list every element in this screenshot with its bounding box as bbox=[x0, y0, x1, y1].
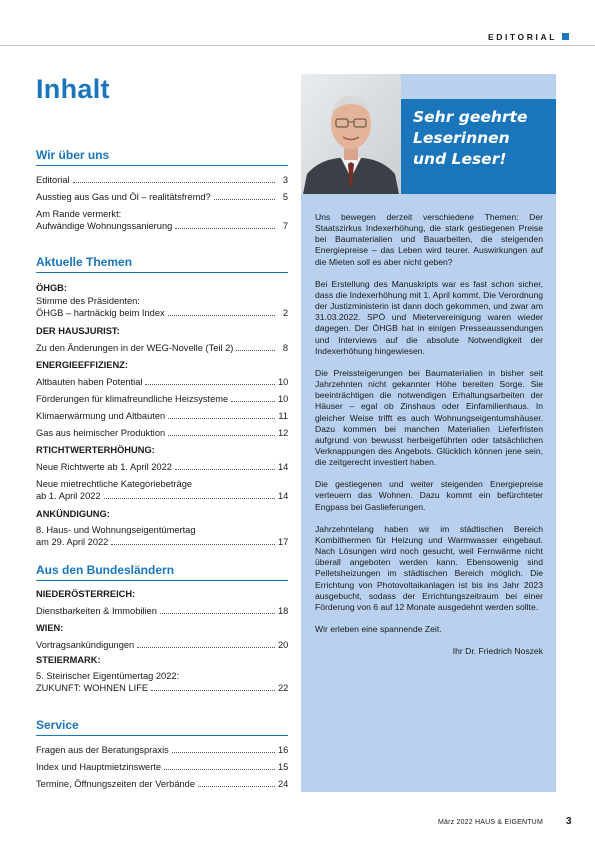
entry-text: 5. Steirischer Eigentümertag 2022: bbox=[36, 671, 180, 681]
page-title: Inhalt bbox=[36, 74, 110, 104]
toc-entry[interactable] bbox=[36, 295, 288, 319]
toc-section-title: Service bbox=[36, 718, 79, 732]
header-rule bbox=[0, 45, 595, 46]
page-number: 10 bbox=[278, 377, 289, 387]
leader-dots bbox=[231, 401, 275, 402]
entry-text: Klimaerwärmung und Altbauten bbox=[36, 411, 166, 421]
greeting-line: Sehr geehrte bbox=[413, 108, 528, 126]
page-number: 3 bbox=[282, 175, 288, 185]
entry-text: Förderungen für klimafreundliche Heizsysteme bbox=[36, 394, 229, 404]
page-number: 17 bbox=[278, 537, 289, 547]
editorial-signature: Ihr Dr. Friedrich Noszek bbox=[452, 646, 543, 657]
header-square bbox=[562, 33, 569, 40]
entry-text: Index und Hauptmietzinswerte bbox=[36, 762, 162, 772]
toc-category: ENERGIEEFFIZIENZ: bbox=[36, 360, 128, 370]
entry-text: Neue mietrechtliche Kategoriebeträge bbox=[36, 479, 193, 489]
toc-entry[interactable] bbox=[36, 427, 288, 439]
entry-text: Am Rande vermerkt: bbox=[36, 209, 122, 219]
toc-category: STEIERMARK: bbox=[36, 655, 101, 665]
entry-text: Vortragsankündigungen bbox=[36, 640, 135, 650]
entry-text: Altbauten haben Potential bbox=[36, 377, 143, 387]
toc-entry[interactable] bbox=[36, 778, 288, 790]
toc-category: ANKÜNDIGUNG: bbox=[36, 509, 110, 519]
entry-text: 8. Haus- und Wohnungseigentümertag bbox=[36, 525, 196, 535]
toc-category: RTICHTWERTERHÖHUNG: bbox=[36, 445, 155, 455]
footer-issue: März 2022 HAUS & EIGENTUM bbox=[438, 819, 543, 826]
entry-text: Stimme des Präsidenten: bbox=[36, 296, 140, 306]
leader-dots bbox=[198, 786, 275, 787]
leader-dots bbox=[151, 690, 275, 691]
greeting-line: Leserinnen bbox=[413, 129, 510, 147]
toc-entry[interactable] bbox=[36, 478, 288, 502]
page-number: 15 bbox=[278, 762, 289, 772]
leader-dots bbox=[236, 350, 275, 351]
entry-text: Editorial bbox=[36, 175, 70, 185]
entry-text: Ausstieg aus Gas und Öl – realitätsfremd? bbox=[36, 192, 211, 202]
page-number: 7 bbox=[282, 221, 288, 231]
page-number: 22 bbox=[278, 683, 289, 693]
leader-dots bbox=[168, 435, 275, 436]
toc-section-title: Aktuelle Themen bbox=[36, 255, 133, 269]
toc-entry[interactable] bbox=[36, 761, 288, 773]
entry-text-line2: Aufwändige Wohnungssanierung bbox=[36, 221, 173, 231]
greeting-box bbox=[401, 99, 556, 194]
leader-dots bbox=[175, 469, 275, 470]
toc-category: WIEN: bbox=[36, 623, 64, 633]
leader-dots bbox=[214, 199, 275, 200]
editorial-paragraph: Bei Erstellung des Manuskripts war es fast schon sicher, dass die Indexerhöhung mit 1. April kommt. Die Verordnung der Justizministerin ist dann doch gekommen, und zwar am 31.03.2022. SPÖ und Mietervereinigung waren wieder dagegen. Der ÖHGB hat in einigen Presseaussendungen und Interviews auf die absolute Notwendigkeit der Indexerhöhung hingewiesen. bbox=[315, 278, 543, 356]
entry-text: Fragen aus der Beratungspraxis bbox=[36, 745, 169, 755]
page-number: 16 bbox=[278, 745, 289, 755]
toc-entry[interactable] bbox=[36, 670, 288, 694]
table-of-contents bbox=[36, 74, 289, 789]
page-number: 12 bbox=[278, 428, 289, 438]
entry-text: Neue Richtwerte ab 1. April 2022 bbox=[36, 462, 172, 472]
entry-text: Dienstbarkeiten & Immobilien bbox=[36, 606, 157, 616]
editorial-paragraph: Wir erleben eine spannende Zeit. bbox=[315, 624, 442, 634]
greeting-heading bbox=[413, 107, 553, 170]
toc-category: DER HAUSJURIST: bbox=[36, 326, 120, 336]
entry-text: Termine, Öffnungszeiten der Verbände bbox=[36, 779, 196, 789]
leader-dots bbox=[73, 182, 275, 183]
toc-entry[interactable] bbox=[36, 605, 288, 617]
toc-category: NIEDERÖSTERREICH: bbox=[36, 589, 136, 599]
greeting-line: und Leser! bbox=[413, 150, 507, 168]
toc-section-title: Aus den Bundesländern bbox=[36, 563, 175, 577]
leader-dots bbox=[168, 315, 275, 316]
toc-entry[interactable] bbox=[36, 524, 288, 548]
toc-entry[interactable] bbox=[36, 376, 288, 388]
editorial-body bbox=[315, 212, 543, 668]
page-number: 11 bbox=[278, 411, 288, 421]
entry-text-line2: ab 1. April 2022 bbox=[36, 491, 101, 501]
page-number: 14 bbox=[278, 491, 289, 501]
toc-entry[interactable] bbox=[36, 410, 288, 422]
entry-text-line2: ZUKUNFT: WOHNEN LIFE bbox=[36, 683, 149, 693]
editorial-paragraph: Die gestiegenen und weiter steigenden Energiepreise verteuern das Wohnen. Dazu kommt ein befürchteter Engpass bei Gaslieferungen. bbox=[315, 479, 543, 512]
leader-dots bbox=[104, 498, 275, 499]
editorial-panel bbox=[301, 74, 556, 792]
entry-text: Gas aus heimischer Produktion bbox=[36, 428, 166, 438]
editorial-paragraph: Die Preissteigerungen bei Baumaterialien in bisher seit Jahrzehnten nicht gekannter Höhe bereiten Sorge. Sie beeinträchtigen die notwendigen Erhaltungsarbeiten der Häuser – egal ob Zinshaus oder Einfamilienhaus. In gleicher Weise trifft es auch Wohnungseigentumshäuser. Dazu kommen bei manchen Materialien Lieferfristen aufgrund von bewusst herbeigeführten oder tatsächlichen Verknappungen des Angebots. Glücklich können jene sein, die zeitgerecht investiert haben. bbox=[315, 367, 543, 468]
page-number: 2 bbox=[282, 308, 288, 318]
toc-entry[interactable] bbox=[36, 208, 288, 232]
entry-text: Zu den Änderungen in der WEG-Novelle (Teil 2) bbox=[36, 343, 234, 353]
editorial-paragraph: Uns bewegen derzeit verschiedene Themen: Der Staatszirkus Indexerhöhung, die stark gestiegenen Preise bei Baumaterialien und Bauarbeiten, die steigenden Energiepreise – das Leben wird teurer. Auswirkungen auf die Mieten soll es aber nicht geben? bbox=[315, 212, 543, 267]
leader-dots bbox=[172, 752, 275, 753]
toc-entry[interactable] bbox=[36, 639, 288, 651]
page-number: 8 bbox=[282, 343, 288, 353]
header-label: EDITORIAL bbox=[487, 32, 557, 42]
toc-entry[interactable] bbox=[36, 744, 288, 756]
section-rule bbox=[36, 580, 288, 581]
toc-entry[interactable] bbox=[36, 393, 288, 405]
editorial-paragraph: Jahrzehntelang haben wir im städtischen Bereich Kombithermen für Heizung und Warmwasser eingebaut. Nach Lösungen wird noch gesucht, weil Fernwärme nicht überall angeboten werden kann. Ebensowenig sind Pelletsheizungen im städtischen Bereich möglich. Die Errichtung von Photovoltaikanlagen ist bis ins Jahr 2023 ausgebucht, sodass der Errichtungszeitraum bei einer Förderung von 6 auf 12 Monate ausgedehnt werden sollte. bbox=[315, 523, 543, 612]
toc-category: ÖHGB: bbox=[36, 283, 67, 293]
page-number: 24 bbox=[278, 779, 289, 789]
toc-entry[interactable] bbox=[36, 191, 288, 203]
leader-dots bbox=[175, 228, 275, 229]
page-number: 14 bbox=[278, 462, 289, 472]
leader-dots bbox=[111, 544, 275, 545]
leader-dots bbox=[164, 769, 275, 770]
entry-text-line2: am 29. April 2022 bbox=[36, 537, 109, 547]
section-rule bbox=[36, 735, 288, 736]
footer-page-number: 3 bbox=[566, 816, 572, 827]
toc-entry[interactable] bbox=[36, 174, 288, 186]
page-number: 20 bbox=[278, 640, 289, 650]
author-portrait bbox=[301, 74, 401, 194]
entry-text-line2: ÖHGB – hartnäckig beim Index bbox=[36, 308, 165, 318]
page-number: 10 bbox=[278, 394, 289, 404]
toc-section-title: Wir über uns bbox=[36, 148, 110, 162]
leader-dots bbox=[137, 647, 275, 648]
section-rule bbox=[36, 165, 288, 166]
toc-entry[interactable] bbox=[36, 461, 288, 473]
page-number: 5 bbox=[282, 192, 288, 202]
leader-dots bbox=[145, 384, 275, 385]
leader-dots bbox=[160, 613, 275, 614]
leader-dots bbox=[168, 418, 275, 419]
section-rule bbox=[36, 272, 288, 273]
portrait-image bbox=[301, 74, 401, 194]
toc-entry[interactable] bbox=[36, 342, 288, 354]
page-number: 18 bbox=[278, 606, 289, 616]
